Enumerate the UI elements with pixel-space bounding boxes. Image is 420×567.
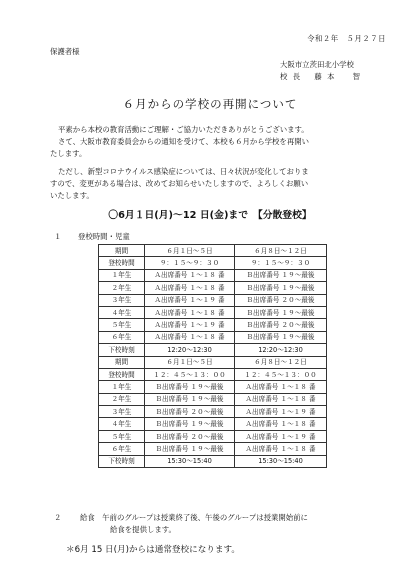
table-cell: Ａ出席番号 １～１９ 番	[235, 406, 327, 418]
notice-line: ただし、新型コロナウイルス感染症については、日々状況が変化しておりま	[58, 167, 309, 176]
row-label-cell: 期間	[99, 245, 145, 257]
table-cell: 12:20～12:30	[235, 344, 327, 356]
section-label: 登校時間・児童	[78, 232, 130, 241]
row-label-cell: 下校時刻	[99, 455, 145, 467]
intro-line: さて、大阪市教育委員会からの通知を受けて、本校も６月から学校を再開い	[58, 137, 309, 147]
row-label-cell: ６年生	[99, 331, 145, 343]
row-label-cell: 登校時間	[99, 257, 145, 269]
table-header-row	[99, 245, 327, 257]
notice-line: いたします。	[50, 191, 94, 201]
table-dismiss-row	[99, 455, 327, 467]
row-label-cell: １年生	[99, 381, 145, 393]
row-label-cell: ４年生	[99, 306, 145, 318]
table-dismiss-row	[99, 344, 327, 356]
row-label-cell: ５年生	[99, 319, 145, 331]
section-number: １	[54, 232, 62, 241]
table-cell: ６月１日～５日	[145, 356, 235, 368]
table-grade-row	[99, 430, 327, 442]
table-cell: Ｂ出席番号 ２０～最後	[235, 319, 327, 331]
table-cell: 15:30～15:40	[235, 455, 327, 467]
section-number: ２	[54, 513, 62, 522]
table-cell: Ｂ出席番号 ２０～最後	[145, 406, 235, 418]
table-cell: １２：４５～１３：００	[235, 368, 327, 380]
table-cell: ９：１５～９：３０	[145, 257, 235, 269]
table-cell: Ｂ出席番号 １９～最後	[145, 381, 235, 393]
document-title: ６月からの学校の再開について	[122, 97, 298, 111]
table-grade-row	[99, 393, 327, 405]
table-cell: Ｂ出席番号 ２０～最後	[235, 294, 327, 306]
row-label-cell: 下校時刻	[99, 344, 145, 356]
table-grade-row	[99, 282, 327, 294]
table-grade-row	[99, 294, 327, 306]
table-cell: Ａ出席番号 １～１９ 番	[235, 430, 327, 442]
table-grade-row	[99, 331, 327, 343]
table-cell: Ｂ出席番号 １９～最後	[235, 282, 327, 294]
table-cell: Ａ出席番号 １～１８ 番	[145, 306, 235, 318]
table-grade-row	[99, 269, 327, 281]
table-cell: Ｂ出席番号 １９～最後	[235, 306, 327, 318]
table-cell: Ａ出席番号 １～１８ 番	[235, 443, 327, 455]
notice-line: すので、変更がある場合は、改めてお知らせいたしますので、よろしくお願い	[50, 179, 309, 189]
table-cell: Ｂ出席番号 １９～最後	[235, 331, 327, 343]
row-label-cell: ３年生	[99, 406, 145, 418]
table-grade-row	[99, 418, 327, 430]
table-cell: ６月８日～１２日	[235, 245, 327, 257]
table-grade-row	[99, 443, 327, 455]
row-label-cell: ４年生	[99, 418, 145, 430]
table-cell: Ｂ出席番号 ２０～最後	[145, 430, 235, 442]
row-label-cell: ３年生	[99, 294, 145, 306]
intro-paragraph	[50, 124, 380, 161]
table-grade-row	[99, 381, 327, 393]
table-cell: Ａ出席番号 １～１８ 番	[145, 331, 235, 343]
section-2-lunch-line2: 給食を提供します。	[110, 525, 176, 534]
table-grade-row	[99, 306, 327, 318]
table-cell: ９：１５～９：３０	[235, 257, 327, 269]
section-label: 給食 午前のグループは授業終了後、午後のグループは授業開始前に	[80, 513, 308, 522]
intro-line: たします。	[50, 149, 87, 159]
table-grade-row	[99, 319, 327, 331]
table-cell: Ａ出席番号 １～１９ 番	[145, 294, 235, 306]
row-label-cell: 登校時間	[99, 368, 145, 380]
row-label-cell: ２年生	[99, 282, 145, 294]
table-cell: Ｂ出席番号 １９～最後	[145, 418, 235, 430]
table-time-row	[99, 257, 327, 269]
section-1-heading	[54, 232, 130, 241]
table-cell: ６月８日～１２日	[235, 356, 327, 368]
row-label-cell: ６年生	[99, 443, 145, 455]
table-cell: 12:20～12:30	[145, 344, 235, 356]
table-cell: Ａ出席番号 １～１８ 番	[235, 393, 327, 405]
table-time-row	[99, 368, 327, 380]
table-cell: ６月１日～５日	[145, 245, 235, 257]
table-cell: １２：４５～１３：００	[145, 368, 235, 380]
table-cell: 15:30～15:40	[145, 455, 235, 467]
table-grade-row	[99, 406, 327, 418]
addressee: 保護者様	[50, 47, 80, 56]
document-date: 令和２年 ５月２７日	[307, 34, 386, 43]
row-label-cell: 期間	[99, 356, 145, 368]
table-cell: Ｂ出席番号 １９～最後	[145, 393, 235, 405]
table-cell: Ｂ出席番号 １９～最後	[145, 443, 235, 455]
section-2-lunch	[54, 513, 308, 522]
row-label-cell: ２年生	[99, 393, 145, 405]
table-cell: Ａ出席番号 １～１８ 番	[235, 418, 327, 430]
table-cell: Ａ出席番号 １～１８ 番	[145, 269, 235, 281]
table-cell: Ｂ出席番号 １９～最後	[235, 269, 327, 281]
row-label-cell: ５年生	[99, 430, 145, 442]
row-label-cell: １年生	[99, 269, 145, 281]
normal-schooling-note: ＊6月 15 日(月)からは通常登校になります。	[66, 545, 240, 555]
schedule-heading: 〇6月１日(月)～12 日(金)まで 【分散登校】	[108, 210, 312, 221]
school-name: 大阪市立茨田北小学校	[280, 60, 354, 69]
principal-name: 校 長 藤 本 智	[280, 72, 362, 81]
table-cell: Ａ出席番号 １～１９ 番	[145, 319, 235, 331]
notice-paragraph	[50, 166, 380, 203]
schedule-table	[98, 244, 327, 468]
table-cell: Ａ出席番号 １～１８ 番	[235, 381, 327, 393]
table-cell: Ａ出席番号 １～１８ 番	[145, 282, 235, 294]
intro-line: 平素から本校の教育活動にご理解・ご協力いただきありがとうございます。	[58, 125, 309, 134]
table-header-row	[99, 356, 327, 368]
